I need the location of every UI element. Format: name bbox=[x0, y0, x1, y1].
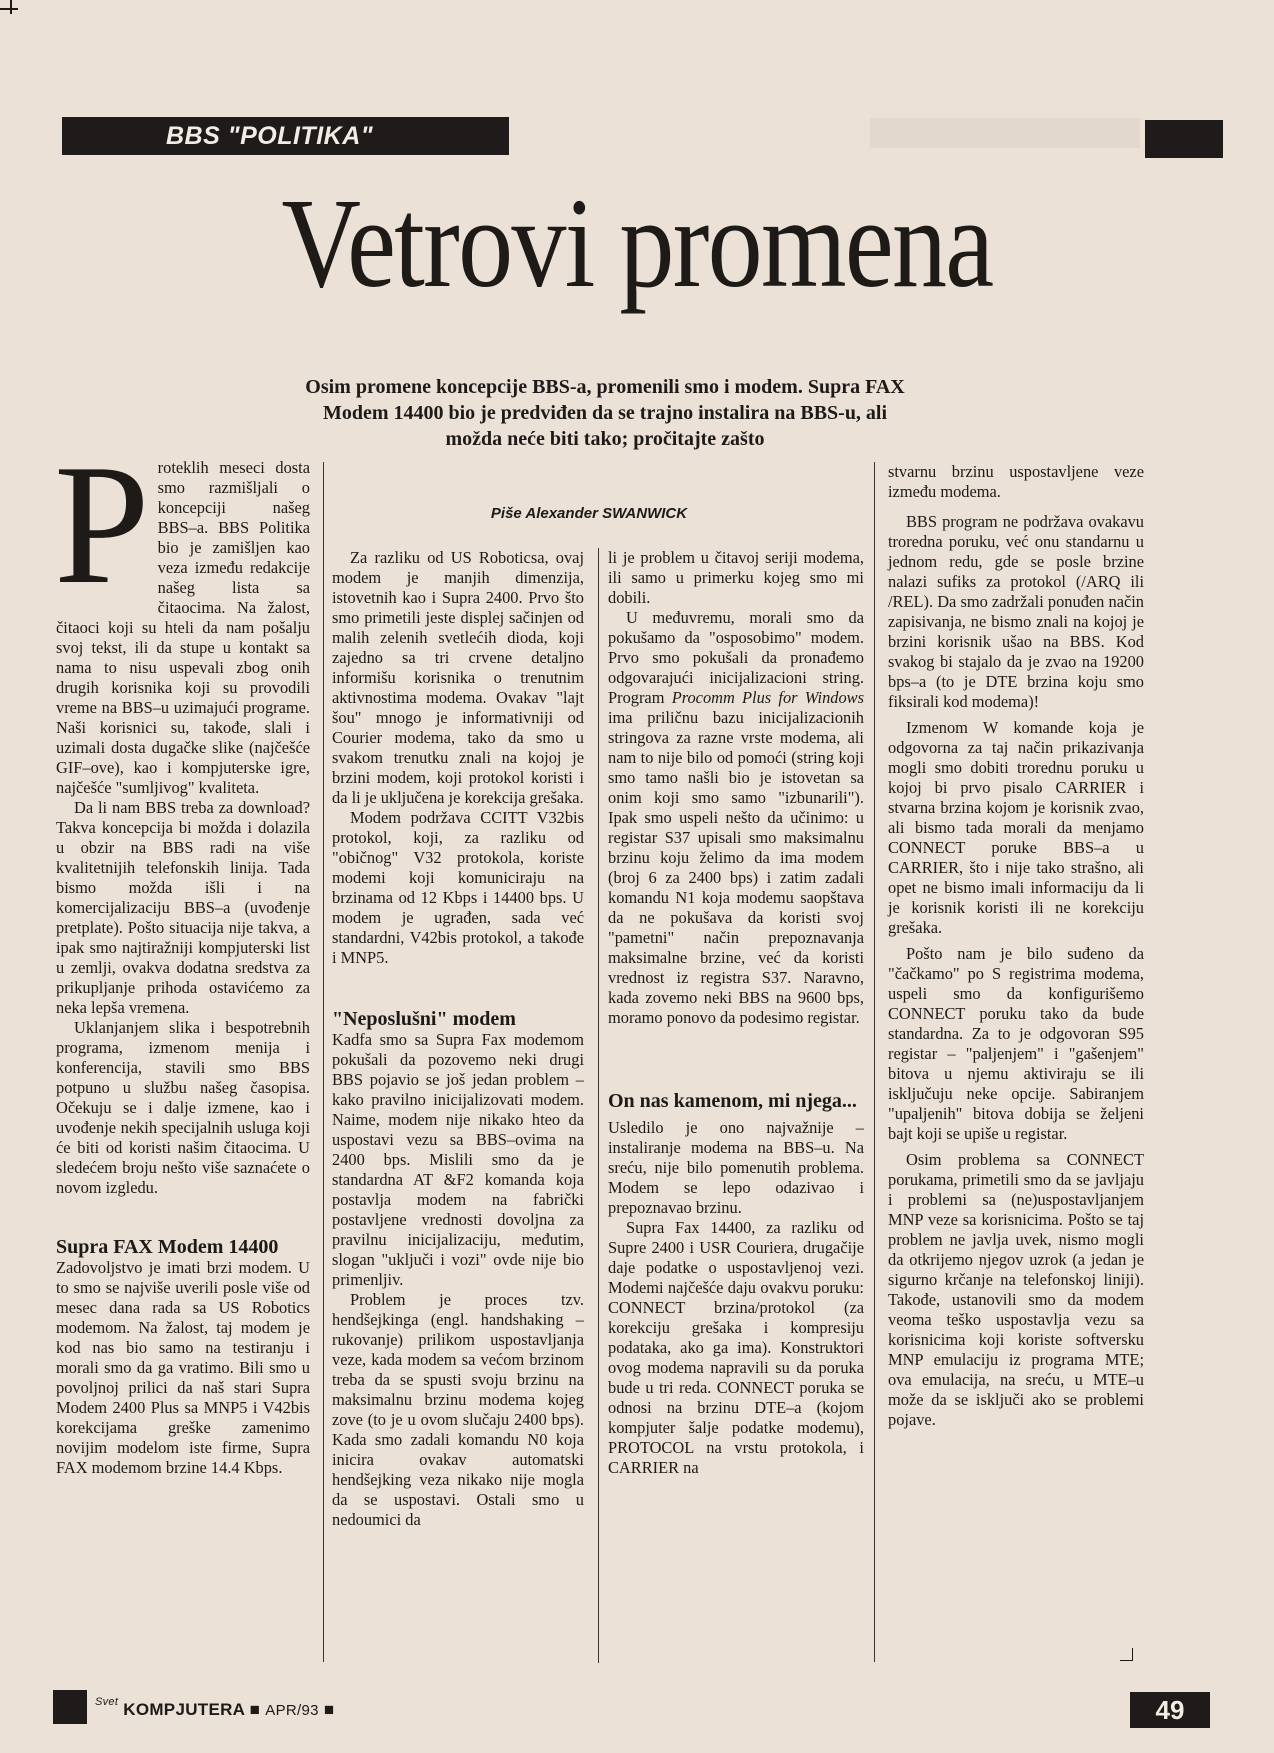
bullet: ■ bbox=[249, 1700, 261, 1719]
paragraph: roteklih meseci dosta smo razmišljali o koncepciji našeg BBS–a. BBS Politika bio je zamišljen kao veza između redakcije našeg lista sa čitaocima. Na žalost, čitaoci koji su hteli da nam pošalju svoj tekst, ili da stupe u kontakt sa nama to nisu uspevali zbog onih drugih korisnika koji su provodili vreme na BBS–u uzimajući programe. Naši korisnici su, takođe, slali i uzimali dosta dugačke slike (najčešće GIF–ove), kao i kompjuterske igre, najčešće "sumljivog" kvaliteta. bbox=[56, 458, 310, 797]
paragraph: Supra Fax 14400, za razliku od Supre 2400 i USR Couriera, drugačije daje podatke o uspostavljenoj vezi. Modemi najčešće daju ovakvu poruku: CONNECT brzina/protokol (za korekciju grešaka i kompresiju podataka, ako ga ima). Konstruktori ovog modema napravili su da poruka bude u tri reda. CONNECT poruka se odnosi na brzinu DTE–a (kojom kompjuter šalje podatke modemu), PROTOCOL na vrstu protokola, i CARRIER na bbox=[608, 1218, 864, 1477]
headline: Vetrovi promena bbox=[281, 172, 993, 314]
paragraph: Za razliku od US Roboticsa, ovaj modem je manjih dimenzija, istovetnih kao i Supra 2400. Prvo što smo primetili jeste displej sačinjen od malih zelenih svetlećih dioda, koji zajedno sa tri crvene detaljno informišu korisnika o trenutnim aktivnostima modema. Ovakav "lajt šou" mnogo je informativniji od Courier modema, tako da smo u svakom trenutku znali na kojoj je brzini modem, koji protokol koristi i da li je uključena je korekcija grešaka. bbox=[332, 548, 584, 807]
lead-paragraph: Osim promene koncepcije BBS-a, promenili smo i modem. Supra FAX Modem 14400 bio je predviđen da se trajno instalira na BBS-u, ali možda neće biti tako; pročitajte zašto bbox=[305, 376, 905, 450]
column-4 bbox=[888, 462, 1144, 1430]
paragraph bbox=[608, 608, 864, 1028]
footer-logo bbox=[95, 1696, 335, 1720]
crop-mark bbox=[10, 0, 12, 14]
corner-block bbox=[1145, 120, 1223, 158]
end-of-article-mark bbox=[1120, 1648, 1133, 1661]
column-1 bbox=[54, 430, 310, 1478]
column-3 bbox=[608, 548, 864, 1478]
paragraph: Modem podržava CCITT V32bis protokol, koji, za razliku od "običnog" V32 protokola, koriste modemi koji komuniciraju na brzinama od 12 Kbps i 14400 bps. U modem je ugrađen, sada već standardni, V42bis protokol, a takođe i MNP5. bbox=[332, 808, 584, 967]
bullet: ■ bbox=[323, 1700, 335, 1719]
paragraph: Osim problema sa CONNECT porukama, primetili smo da se javljaju i problemi sa (ne)uspostavljanjem MNP veze sa korisnicima. Pošto se taj problem ne javlja uvek, nismo mogli da otkrijemo njegov uzrok (a jedan je sigurno krčanje na telefonskoj liniji). Takođe, ustanovili smo da modem veoma teško uspostavlja vezu sa korisnicima koji koriste softversku MNP emulaciju iz programa MTE; ova emulacija, na sreću, u MTE–u može da se isključi ako se problemi pojave. bbox=[888, 1150, 1144, 1429]
subheading: On nas kamenom, mi njega... bbox=[608, 1090, 857, 1112]
faint-bar bbox=[870, 118, 1140, 148]
logo-small: Svet bbox=[95, 1696, 119, 1708]
paragraph: stvarnu brzinu uspostavljene veze između modema. bbox=[888, 462, 1144, 501]
paragraph: Kadfa smo sa Supra Fax modemom pokušali da pozovemo neki drugi BBS pojavio se još jedan problem – kako pravilno inicijalizovati modem. Naime, modem nije nikako hteo da uspostavi vezu sa BBS–ovima na 2400 bps. Mislili smo da je standardna AT &F2 komanda koja postavlja modem na fabrički postavljene vrednosti dovoljna za pravilnu inicijalizaciju, međutim, slogan "uključi i vozi" ovde nije bio primenljiv. bbox=[332, 1030, 584, 1289]
logo: KOMPJUTERA bbox=[123, 1700, 245, 1719]
drop-cap: P bbox=[54, 430, 150, 620]
footer-block bbox=[53, 1690, 87, 1724]
text: U međuvremu, morali smo da pokušamo da "osposobimo" modem. Prvo smo pokušali da pronađemo odgovarajući inicijalizacioni string. Program bbox=[608, 608, 864, 707]
byline: Piše Alexander SWANWICK bbox=[490, 505, 688, 522]
paragraph: BBS program ne podržava ovakavu troredna poruku, već onu standarnu u jednom redu, gde se posle brzine nalazi sufiks za protokol (/ARQ ili /REL). Da smo zadržali ponuđen način zapisivanja, ne bismo znali na kojoj je brzini korisnik ušao na BBS. Kod svakog bi stajalo da je zvao na 19200 bps–a (to je DTE brzina koju smo fiksirali kod modema)! bbox=[888, 512, 1144, 711]
paragraph: Izmenom W komande koja je odgovorna za taj način prikazivanja mogli smo dobiti trorednu poruku u kojoj bi prvo pisalo CARRIER i stvarna brzina kojom je korisnik zvao, ali bismo tada morali da menjamo CONNECT poruke BBS–a u CARRIER, što i nije tako strašno, ali opet ne bismo imali informaciju da li je korisnik koristi ili ne korekciju grešaka. bbox=[888, 718, 1144, 937]
column-2 bbox=[332, 548, 584, 1530]
paragraph: Da li nam BBS treba za download? Takva koncepcija bi možda i dolazila u obzir na BBS radi na više kvalitetnijih telefonskih linija. Tada bismo možda išli i na komercijalizaciju BBS–a (uvođenje pretplate). Pošto situacija nije takva, a ipak smo najtiražniji kompjuterski list u zemlji, ovakva dodatna sredstva za prikupljanje prihoda ostavićemo za neka lepša vremena. bbox=[56, 798, 310, 1017]
subheading: "Neposlušni" modem bbox=[332, 1008, 516, 1030]
program-name: Procomm Plus for Windows bbox=[671, 688, 864, 707]
section-label: BBS "POLITIKA" bbox=[62, 117, 509, 155]
crop-mark bbox=[0, 8, 18, 10]
paragraph: Zadovoljstvo je imati brzi modem. U to smo se najviše uverili posle više od mesec dana rada sa US Robotics modemom. Na žalost, taj modem je kod nas bio samo na testiranju i morali smo da ga vratimo. Bili smo u povoljnoj prilici da naš stari Supra Modem 2400 Plus sa MNP5 i V42bis korekcijama greške zamenimo novijim modelom iste firme, Supra FAX modemom brzine 14.4 Kbps. bbox=[56, 1258, 310, 1477]
column-rule bbox=[874, 462, 875, 1662]
column-rule bbox=[323, 462, 324, 1662]
text: ima priličnu bazu inicijalizacionih stringova za razne vrste modema, ali nam to nije bilo od pomoći (string koji smo tamo našli bio je istovetan sa onim koji smo samo "izbunarili"). Ipak smo uspeli nešto da učinimo: u registar S37 upisali smo maksimalnu brzinu koju želimo da ima modem (broj 6 za 2400 bps) i zatim zadali komandu N1 koja modemu saopštava da ne pokušava da koristi svoj "pametni" način prepoznavanja maksimalne brzine, već da koristi vrednost iz registra S37. Naravno, kada zovemo neki BBS na 9600 bps, moramo ponovo da podesimo registar. bbox=[608, 708, 864, 1027]
issue-date: APR/93 bbox=[265, 1702, 319, 1719]
paragraph: Problem je proces tzv. hendšejkinga (engl. handshaking – rukovanje) prilikom uspostavljanja veze, kada modem sa većom brzinom treba da se spusti svoju brzinu na maksimalnu brzinu modema kojeg zove (to je u ovom slučaju 2400 bps). Kada smo zadali komandu N0 koja inicira ovakav automatski hendšejking veza nikako nije mogla da se uspostavi. Ostali smo u nedoumici da bbox=[332, 1290, 584, 1529]
paragraph: Usledilo je ono najvažnije – instaliranje modema na BBS–u. Na sreću, nije bilo pomenutih problema. Modem se lepo odazivao i prepoznavao brzinu. bbox=[608, 1118, 864, 1217]
paragraph: Uklanjanjem slika i bespotrebnih programa, izmenom menija i konferencija, stavili smo BBS potpuno u službu našeg časopisa. Očekuju se i dalje izmene, kao i uvođenje nekih specijalnih usluga koji će biti od koristi našim čitaocima. U sledećem broju nešto više saznaćete o novom izgledu. bbox=[56, 1018, 310, 1197]
paragraph: li je problem u čitavoj seriji modema, ili samo u primerku kojeg smo mi dobili. bbox=[608, 548, 864, 607]
subheading: Supra FAX Modem 14400 bbox=[56, 1236, 279, 1258]
page-number: 49 bbox=[1130, 1692, 1210, 1728]
column-rule bbox=[598, 548, 599, 1663]
paragraph: Pošto nam je bilo suđeno da "čačkamo" po S registrima modema, uspeli smo da konfigurišemo CONNECT poruku tako da bude standardna. Za to je odgovoran S95 registar – "paljenjem" i "gašenjem" bitova u njemu aktiviraju se ili isključuju neke opcije. Sabiranjem "upaljenih" bitova dobija se željeni bajt koji se upiše u registar. bbox=[888, 944, 1144, 1143]
